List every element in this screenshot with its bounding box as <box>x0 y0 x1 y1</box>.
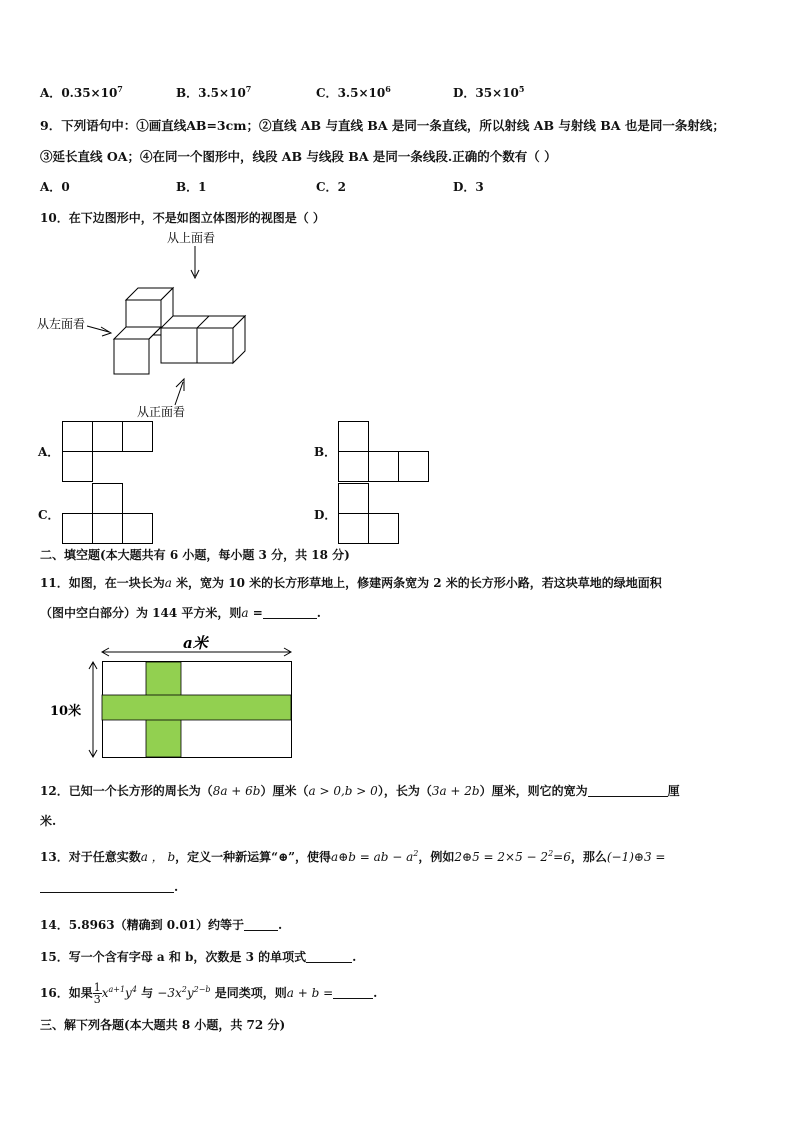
q10-option-d-figure <box>338 483 400 545</box>
q8-option-b: B．$3.5\times 10^7$ <box>176 84 252 100</box>
q9-line2: ③延长直线 OA；④在同一个图形中，线段 AB 与线段 BA 是同一条线段.正确的个数有（ ） <box>40 149 557 164</box>
q10-stem: 10．在下边图形中，不是如图立体图形的视图是（ ） <box>40 211 325 225</box>
q11-line1: 11．如图，在一块长为a 米，宽为 10 米的长方形草地上，修建两条宽为 2 米的长方形小路，若这块草地的绿地面积 <box>40 576 662 590</box>
q11-horizontal-path <box>102 695 291 720</box>
q8-option-c: C．$3.5\times 10^6$ <box>316 84 391 100</box>
q11-line2: （图中空白部分）为 144 平方米，则a = . <box>40 606 321 620</box>
q12-line1: 12．已知一个长方形的周长为（8a + 6b）厘米（a > 0,b > 0），长为（3a + 2b）厘米，则它的宽为 厘 <box>40 784 680 798</box>
q10-option-b-label: B． <box>314 445 337 459</box>
q10-label-top: 从上面看 <box>167 231 216 245</box>
q10-option-a-label: A． <box>38 445 60 459</box>
q11-top-label: a米 <box>183 634 208 652</box>
q15-line: 15．写一个含有字母 a 和 b，次数是 3 的单项式 . <box>40 950 357 964</box>
q10-option-a-figure <box>62 421 154 483</box>
q10-solid-figure <box>35 228 255 423</box>
q16-line: 16．如果 $\frac{1}{3}x^{a+1}y^4$ 与 $-3x^2y^{2-b}$ 是同类项，则a + b = . <box>40 981 378 1006</box>
q16-answer-blank[interactable] <box>333 986 373 999</box>
q9-option-a: A．0 <box>40 180 70 194</box>
q9-option-b: B．1 <box>176 180 207 194</box>
q13-line2: . <box>40 880 178 894</box>
section-3-heading: 三、解下列各题(本大题共 8 小题，共 72 分) <box>40 1018 286 1032</box>
q11-answer-blank[interactable] <box>263 606 317 619</box>
q10-option-c-figure <box>62 483 154 545</box>
section-2-heading: 二、填空题(本大题共有 6 小题，每小题 3 分，共 18 分) <box>40 548 350 562</box>
q9-option-d: D．3 <box>453 180 484 194</box>
q13-line1: 13．对于任意实数a ， b，定义一种新运算“⊕”，使得a⊕b = ab − $a^2$，例如2⊕5 = $2\times 5 - 2^2=6$，那么(−1)⊕3 = <box>40 849 666 864</box>
q10-label-left: 从左面看 <box>37 317 86 331</box>
q8-option-a: A．$0.35\times 10^7$ <box>40 84 123 100</box>
q10-option-b-figure <box>338 421 430 483</box>
q11-left-label: 10米 <box>50 704 82 719</box>
q12-line2: 米. <box>40 814 57 828</box>
q10-option-c-label: C． <box>38 508 60 522</box>
q15-answer-blank[interactable] <box>306 950 352 963</box>
q13-answer-blank[interactable] <box>40 880 174 893</box>
q10-label-front: 从正面看 <box>137 405 186 419</box>
q16-fraction: $\frac{1}{3}$ <box>93 981 101 1006</box>
q14-line: 14．5.8963（精确到 0.01）约等于 . <box>40 918 283 932</box>
q9-option-c: C．2 <box>316 180 346 194</box>
q10-option-d-label: D． <box>314 508 337 522</box>
q8-option-d: D．$35\times 10^5$ <box>453 84 525 100</box>
q9-line1: 9．下列语句中：①画直线AB=3cm；②直线 AB 与直线 BA 是同一条直线，所以射线 AB 与射线 BA 也是同一条射线； <box>40 118 725 133</box>
q14-answer-blank[interactable] <box>244 918 278 931</box>
q11-field-figure <box>45 632 300 762</box>
q12-answer-blank[interactable] <box>588 784 668 797</box>
